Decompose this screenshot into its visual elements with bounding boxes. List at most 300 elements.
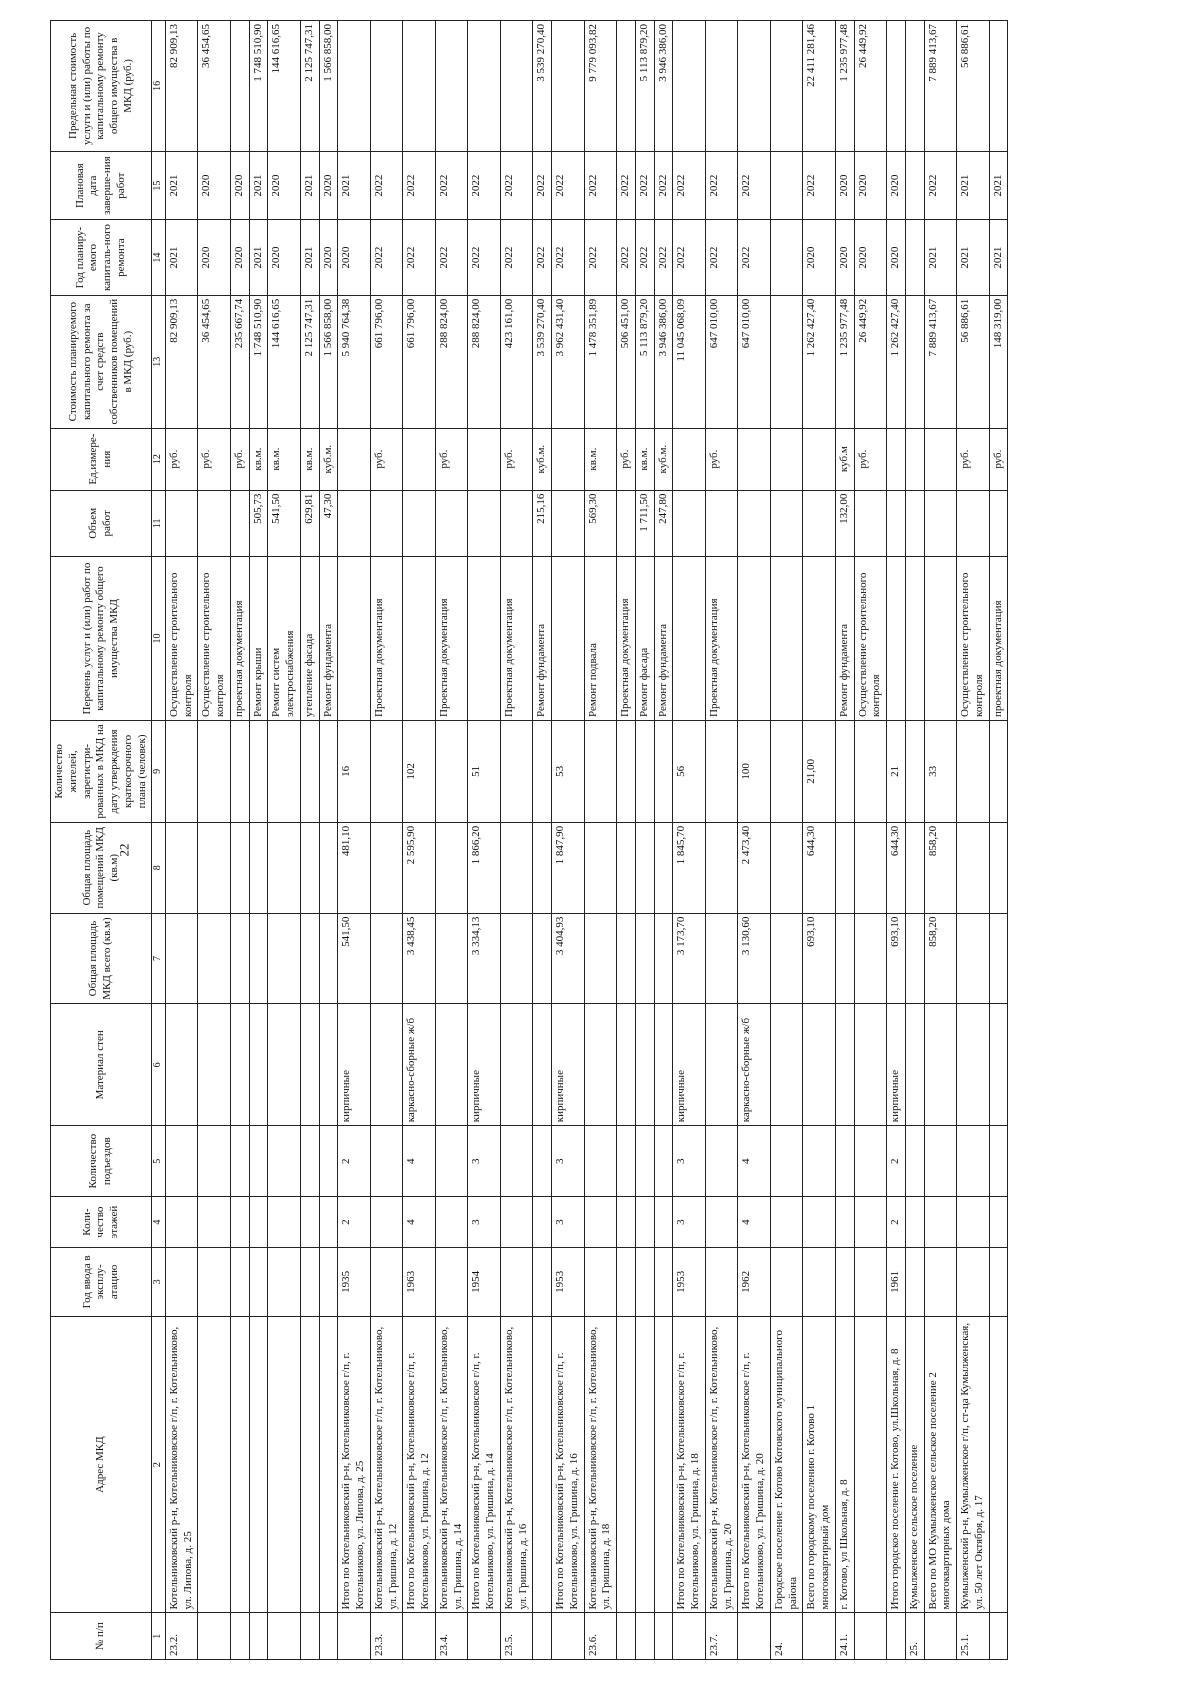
- cell-col-11: [705, 490, 738, 556]
- cell-col-14: 2022: [403, 220, 436, 295]
- cell-col-13: 423 161,00: [500, 295, 533, 428]
- cell-col-12: куб.м.: [654, 428, 673, 490]
- cell-col-5: [533, 1126, 552, 1197]
- cell-col-4: [533, 1197, 552, 1248]
- cell-col-1: [738, 1613, 771, 1660]
- cell-col-16: 5 113 879,20: [635, 21, 654, 152]
- cell-col-1: [230, 1613, 249, 1660]
- cell-col-16: [617, 21, 636, 152]
- cell-col-13: 235 667,74: [230, 295, 249, 428]
- cell-col-5: [230, 1126, 249, 1197]
- cell-col-3: [654, 1248, 673, 1317]
- cell-col-8: 1 845,70: [673, 822, 706, 913]
- cell-col-14: 2022: [533, 220, 552, 295]
- cell-col-1: [924, 1613, 957, 1660]
- cell-col-15: 2022: [370, 151, 403, 220]
- cell-col-6: кирпичные: [552, 1004, 585, 1126]
- cell-col-5: 2: [338, 1126, 371, 1197]
- column-number-8: 8: [152, 822, 166, 913]
- cell-col-2: Котельниковский р-н, Котельниковское г/п, г. Котельниково, ул. Гришина, д. 20: [705, 1316, 738, 1613]
- table-row: [435, 21, 468, 1660]
- cell-col-2: Итого по Котельниковский р-н, Котельниковское г/п, г. Котельниково, ул. Гришина, д. 20: [738, 1316, 771, 1613]
- cell-col-16: 56 886,61: [957, 21, 990, 152]
- cell-col-11: 569,30: [584, 490, 617, 556]
- cell-col-9: [165, 720, 198, 822]
- cell-col-11: [230, 490, 249, 556]
- cell-col-2: Котельниковский р-н, Котельниковское г/п, г. Котельниково, ул. Гришина, д. 18: [584, 1316, 617, 1613]
- table-row: [635, 21, 654, 1660]
- cell-col-1: 24.1.: [835, 1613, 854, 1660]
- cell-col-11: 505,73: [249, 490, 268, 556]
- column-header-4: Коли-чество этажей: [51, 1197, 152, 1248]
- cell-col-9: [249, 720, 268, 822]
- cell-col-3: [198, 1248, 231, 1317]
- cell-col-14: [770, 220, 803, 295]
- cell-col-4: [635, 1197, 654, 1248]
- cell-col-4: [249, 1197, 268, 1248]
- table-row: [705, 21, 738, 1660]
- cell-col-5: 3: [673, 1126, 706, 1197]
- cell-col-12: руб.: [705, 428, 738, 490]
- cell-col-6: [705, 1004, 738, 1126]
- cell-col-4: [654, 1197, 673, 1248]
- cell-col-6: [319, 1004, 338, 1126]
- column-number-16: 16: [152, 21, 166, 152]
- cell-col-12: [403, 428, 436, 490]
- cell-col-3: [370, 1248, 403, 1317]
- cell-col-8: [249, 822, 268, 913]
- table-row: [198, 21, 231, 1660]
- cell-col-4: [500, 1197, 533, 1248]
- cell-col-8: [635, 822, 654, 913]
- cell-col-13: 3 539 270,40: [533, 295, 552, 428]
- cell-col-11: [887, 490, 906, 556]
- cell-col-15: 2022: [552, 151, 585, 220]
- cell-col-5: [198, 1126, 231, 1197]
- cell-col-11: [957, 490, 990, 556]
- cell-col-8: [617, 822, 636, 913]
- cell-col-8: [584, 822, 617, 913]
- cell-col-5: 2: [887, 1126, 906, 1197]
- cell-col-3: [803, 1248, 836, 1317]
- cell-col-15: 2021: [165, 151, 198, 220]
- cell-col-9: 100: [738, 720, 771, 822]
- column-number-13: 13: [152, 295, 166, 428]
- cell-col-13: 1 235 977,48: [835, 295, 854, 428]
- cell-col-4: 3: [468, 1197, 501, 1248]
- cell-col-3: [300, 1248, 319, 1317]
- cell-col-2: [300, 1316, 319, 1613]
- cell-col-7: 693,10: [887, 913, 906, 1004]
- cell-col-1: [989, 1613, 1008, 1660]
- table-row: [989, 21, 1008, 1660]
- cell-col-9: 51: [468, 720, 501, 822]
- cell-col-6: [268, 1004, 301, 1126]
- cell-col-16: [738, 21, 771, 152]
- table-row: [370, 21, 403, 1660]
- cell-col-10: Осуществление строительного контроля: [198, 557, 231, 721]
- cell-col-16: [673, 21, 706, 152]
- table-row: [249, 21, 268, 1660]
- cell-col-15: 2022: [738, 151, 771, 220]
- table-row: [854, 21, 887, 1660]
- cell-col-15: 2022: [533, 151, 552, 220]
- cell-col-7: [957, 913, 990, 1004]
- cell-col-2: Кумылженский р-н, Кумылженское г/п, ст-ца Кумылженская, ул. 50 лет Октября, д. 17: [957, 1316, 990, 1613]
- cell-col-7: 3 438,45: [403, 913, 436, 1004]
- cell-col-14: 2021: [924, 220, 957, 295]
- cell-col-9: [854, 720, 887, 822]
- cell-col-16: 82 909,13: [165, 21, 198, 152]
- cell-col-6: [835, 1004, 854, 1126]
- cell-col-12: руб.: [500, 428, 533, 490]
- cell-col-14: 2020: [319, 220, 338, 295]
- cell-col-12: куб.м.: [319, 428, 338, 490]
- cell-col-8: 1 866,20: [468, 822, 501, 913]
- table-row: [617, 21, 636, 1660]
- cell-col-10: Ремонт систем электроснабжения: [268, 557, 301, 721]
- cell-col-5: [635, 1126, 654, 1197]
- cell-col-2: [230, 1316, 249, 1613]
- cell-col-11: [905, 490, 924, 556]
- cell-col-7: [854, 913, 887, 1004]
- cell-col-10: Ремонт фундамента: [835, 557, 854, 721]
- cell-col-9: [989, 720, 1008, 822]
- cell-col-12: кв.м.: [249, 428, 268, 490]
- cell-col-11: [403, 490, 436, 556]
- cell-col-7: [654, 913, 673, 1004]
- table-row: [835, 21, 854, 1660]
- cell-col-4: 2: [887, 1197, 906, 1248]
- cell-col-11: [338, 490, 371, 556]
- cell-col-4: [584, 1197, 617, 1248]
- cell-col-9: [230, 720, 249, 822]
- table-row: [500, 21, 533, 1660]
- cell-col-13: 1 262 427,40: [887, 295, 906, 428]
- cell-col-7: 3 173,70: [673, 913, 706, 1004]
- cell-col-11: 1 711,50: [635, 490, 654, 556]
- cell-col-6: кирпичные: [887, 1004, 906, 1126]
- cell-col-1: 24.: [770, 1613, 803, 1660]
- cell-col-14: 2022: [435, 220, 468, 295]
- column-header-9: Количество жителей, зарегистри-рованных в МКД на дату утверждения краткосрочного плана (человек): [51, 720, 152, 822]
- cell-col-7: 3 404,93: [552, 913, 585, 1004]
- column-number-15: 15: [152, 151, 166, 220]
- cell-col-11: [854, 490, 887, 556]
- cell-col-14: 2020: [803, 220, 836, 295]
- page-number: 22: [116, 843, 132, 857]
- cell-col-9: 56: [673, 720, 706, 822]
- cell-col-7: [617, 913, 636, 1004]
- cell-col-3: 1953: [673, 1248, 706, 1317]
- cell-col-14: 2020: [887, 220, 906, 295]
- cell-col-13: 26 449,92: [854, 295, 887, 428]
- cell-col-5: [654, 1126, 673, 1197]
- cell-col-16: [230, 21, 249, 152]
- cell-col-8: 2 595,90: [403, 822, 436, 913]
- cell-col-15: 2021: [989, 151, 1008, 220]
- cell-col-7: [533, 913, 552, 1004]
- cell-col-15: 2021: [338, 151, 371, 220]
- cell-col-6: [300, 1004, 319, 1126]
- cell-col-10: [468, 557, 501, 721]
- cell-col-13: 148 319,00: [989, 295, 1008, 428]
- cell-col-10: Ремонт подвала: [584, 557, 617, 721]
- cell-col-3: 1962: [738, 1248, 771, 1317]
- cell-col-13: 506 451,00: [617, 295, 636, 428]
- cell-col-3: [957, 1248, 990, 1317]
- cell-col-7: [319, 913, 338, 1004]
- cell-col-3: [268, 1248, 301, 1317]
- cell-col-12: [803, 428, 836, 490]
- cell-col-2: [319, 1316, 338, 1613]
- cell-col-7: 693,10: [803, 913, 836, 1004]
- cell-col-11: [770, 490, 803, 556]
- cell-col-10: [887, 557, 906, 721]
- cell-col-9: [370, 720, 403, 822]
- cell-col-7: [584, 913, 617, 1004]
- cell-col-6: [230, 1004, 249, 1126]
- cell-col-7: [989, 913, 1008, 1004]
- cell-col-8: [654, 822, 673, 913]
- cell-col-5: 4: [738, 1126, 771, 1197]
- cell-col-15: 2020: [887, 151, 906, 220]
- cell-col-4: [165, 1197, 198, 1248]
- cell-col-8: 644,30: [887, 822, 906, 913]
- cell-col-2: Всего по городскому поселению г. Котово 1 многоквартирный дом: [803, 1316, 836, 1613]
- cell-col-14: 2022: [500, 220, 533, 295]
- cell-col-3: 1961: [887, 1248, 906, 1317]
- cell-col-6: каркасно-сборные ж/б: [403, 1004, 436, 1126]
- cell-col-4: [989, 1197, 1008, 1248]
- cell-col-3: [165, 1248, 198, 1317]
- cell-col-5: [249, 1126, 268, 1197]
- cell-col-14: 2021: [165, 220, 198, 295]
- cell-col-12: [905, 428, 924, 490]
- rotated-page: [50, 0, 1150, 1660]
- cell-col-3: [500, 1248, 533, 1317]
- cell-col-8: [705, 822, 738, 913]
- cell-col-3: 1954: [468, 1248, 501, 1317]
- cell-col-1: [854, 1613, 887, 1660]
- cell-col-14: 2021: [957, 220, 990, 295]
- column-number-12: 12: [152, 428, 166, 490]
- cell-col-1: [803, 1613, 836, 1660]
- cell-col-6: [165, 1004, 198, 1126]
- cell-col-3: 1953: [552, 1248, 585, 1317]
- cell-col-10: проектная документация: [230, 557, 249, 721]
- cell-col-15: 2022: [654, 151, 673, 220]
- cell-col-13: 36 454,65: [198, 295, 231, 428]
- cell-col-8: [300, 822, 319, 913]
- cell-col-3: [905, 1248, 924, 1317]
- cell-col-10: проектная документация: [989, 557, 1008, 721]
- cell-col-4: 2: [338, 1197, 371, 1248]
- cell-col-9: [319, 720, 338, 822]
- cell-col-6: [989, 1004, 1008, 1126]
- cell-col-9: [198, 720, 231, 822]
- cell-col-1: [468, 1613, 501, 1660]
- cell-col-13: 647 010,00: [738, 295, 771, 428]
- cell-col-9: [500, 720, 533, 822]
- cell-col-12: руб.: [957, 428, 990, 490]
- cell-col-1: 23.4.: [435, 1613, 468, 1660]
- cell-col-14: 2020: [268, 220, 301, 295]
- cell-col-5: [370, 1126, 403, 1197]
- cell-col-16: [705, 21, 738, 152]
- cell-col-10: [803, 557, 836, 721]
- cell-col-2: г. Котово, ул Школьная, д. 8: [835, 1316, 854, 1613]
- cell-col-11: [738, 490, 771, 556]
- cell-col-5: [165, 1126, 198, 1197]
- cell-col-5: [905, 1126, 924, 1197]
- table-row: [230, 21, 249, 1660]
- cell-col-3: [249, 1248, 268, 1317]
- cell-col-7: [230, 913, 249, 1004]
- table-row: [887, 21, 906, 1660]
- column-number-10: 10: [152, 557, 166, 721]
- table-row: [924, 21, 957, 1660]
- cell-col-10: [552, 557, 585, 721]
- cell-col-12: куб.м.: [533, 428, 552, 490]
- cell-col-7: [249, 913, 268, 1004]
- table-row: [533, 21, 552, 1660]
- cell-col-8: [957, 822, 990, 913]
- cell-col-3: [635, 1248, 654, 1317]
- cell-col-6: кирпичные: [673, 1004, 706, 1126]
- cell-col-12: руб.: [854, 428, 887, 490]
- cell-col-16: [887, 21, 906, 152]
- cell-col-9: 21: [887, 720, 906, 822]
- cell-col-2: [654, 1316, 673, 1613]
- cell-col-10: Ремонт фасада: [635, 557, 654, 721]
- cell-col-2: [249, 1316, 268, 1613]
- cell-col-6: [770, 1004, 803, 1126]
- cell-col-16: [989, 21, 1008, 152]
- cell-col-12: руб.: [230, 428, 249, 490]
- cell-col-1: 23.7.: [705, 1613, 738, 1660]
- column-header-13: Стоимость планируемого капитального ремонта за счет средств собственников помещений в МКД (руб.): [51, 295, 152, 428]
- cell-col-10: Ремонт крыши: [249, 557, 268, 721]
- cell-col-14: 2022: [705, 220, 738, 295]
- cell-col-5: [319, 1126, 338, 1197]
- column-header-7: Общая площадь МКД всего (кв.м): [51, 913, 152, 1004]
- cell-col-15: 2022: [468, 151, 501, 220]
- cell-col-9: [435, 720, 468, 822]
- table-row: [338, 21, 371, 1660]
- cell-col-13: 82 909,13: [165, 295, 198, 428]
- cell-col-11: [924, 490, 957, 556]
- cell-col-15: 2020: [268, 151, 301, 220]
- cell-col-7: [435, 913, 468, 1004]
- cell-col-9: [635, 720, 654, 822]
- cell-col-8: [319, 822, 338, 913]
- cell-col-8: [854, 822, 887, 913]
- table-row: [654, 21, 673, 1660]
- cell-col-6: [249, 1004, 268, 1126]
- cell-col-10: Ремонт фундамента: [654, 557, 673, 721]
- cell-col-14: 2022: [468, 220, 501, 295]
- cell-col-15: 2022: [635, 151, 654, 220]
- cell-col-6: кирпичные: [338, 1004, 371, 1126]
- cell-col-5: [924, 1126, 957, 1197]
- cell-col-16: [770, 21, 803, 152]
- cell-col-6: [924, 1004, 957, 1126]
- cell-col-16: [435, 21, 468, 152]
- column-number-3: 3: [152, 1248, 166, 1317]
- cell-col-15: [770, 151, 803, 220]
- cell-col-15: 2022: [584, 151, 617, 220]
- cell-col-4: [268, 1197, 301, 1248]
- table-row: [403, 21, 436, 1660]
- cell-col-8: [198, 822, 231, 913]
- cell-col-12: [738, 428, 771, 490]
- cell-col-9: [533, 720, 552, 822]
- column-number-7: 7: [152, 913, 166, 1004]
- cell-col-12: [338, 428, 371, 490]
- cell-col-4: [319, 1197, 338, 1248]
- cell-col-4: [230, 1197, 249, 1248]
- cell-col-9: [705, 720, 738, 822]
- cell-col-16: 36 454,65: [198, 21, 231, 152]
- cell-col-4: [835, 1197, 854, 1248]
- cell-col-10: [770, 557, 803, 721]
- cell-col-4: [905, 1197, 924, 1248]
- cell-col-2: Городское поселение г. Котово Котовского муниципального района: [770, 1316, 803, 1613]
- cell-col-10: утепление фасада: [300, 557, 319, 721]
- column-header-3: Год ввода в эксплу-атацию: [51, 1248, 152, 1317]
- column-header-2: Адрес МКД: [51, 1316, 152, 1613]
- cell-col-1: [673, 1613, 706, 1660]
- cell-col-15: 2022: [435, 151, 468, 220]
- cell-col-6: кирпичные: [468, 1004, 501, 1126]
- cell-col-7: [300, 913, 319, 1004]
- cell-col-2: [533, 1316, 552, 1613]
- cell-col-4: [198, 1197, 231, 1248]
- cell-col-9: [617, 720, 636, 822]
- cell-col-14: 2022: [654, 220, 673, 295]
- cell-col-2: [854, 1316, 887, 1613]
- cell-col-2: [198, 1316, 231, 1613]
- cell-col-15: 2020: [835, 151, 854, 220]
- column-header-6: Материал стен: [51, 1004, 152, 1126]
- cell-col-13: 288 824,00: [468, 295, 501, 428]
- cell-col-4: 3: [673, 1197, 706, 1248]
- cell-col-2: Котельниковский р-н, Котельниковское г/п, г. Котельниково, ул. Липова, д. 25: [165, 1316, 198, 1613]
- cell-col-11: [500, 490, 533, 556]
- cell-col-10: Проектная документация: [500, 557, 533, 721]
- cell-col-7: 3 130,60: [738, 913, 771, 1004]
- cell-col-8: 858,20: [924, 822, 957, 913]
- cell-col-4: [370, 1197, 403, 1248]
- cell-col-1: [319, 1613, 338, 1660]
- cell-col-11: [673, 490, 706, 556]
- cell-col-11: [165, 490, 198, 556]
- header-row: [51, 21, 152, 1660]
- cell-col-10: [338, 557, 371, 721]
- cell-col-9: [770, 720, 803, 822]
- cell-col-5: [957, 1126, 990, 1197]
- cell-col-13: 1 478 351,89: [584, 295, 617, 428]
- column-header-12: Ед.измере-ния: [51, 428, 152, 490]
- cell-col-16: [552, 21, 585, 152]
- cell-col-5: [854, 1126, 887, 1197]
- cell-col-12: кв.м.: [300, 428, 319, 490]
- cell-col-1: [338, 1613, 371, 1660]
- cell-col-15: 2021: [249, 151, 268, 220]
- cell-col-9: [300, 720, 319, 822]
- cell-col-3: [584, 1248, 617, 1317]
